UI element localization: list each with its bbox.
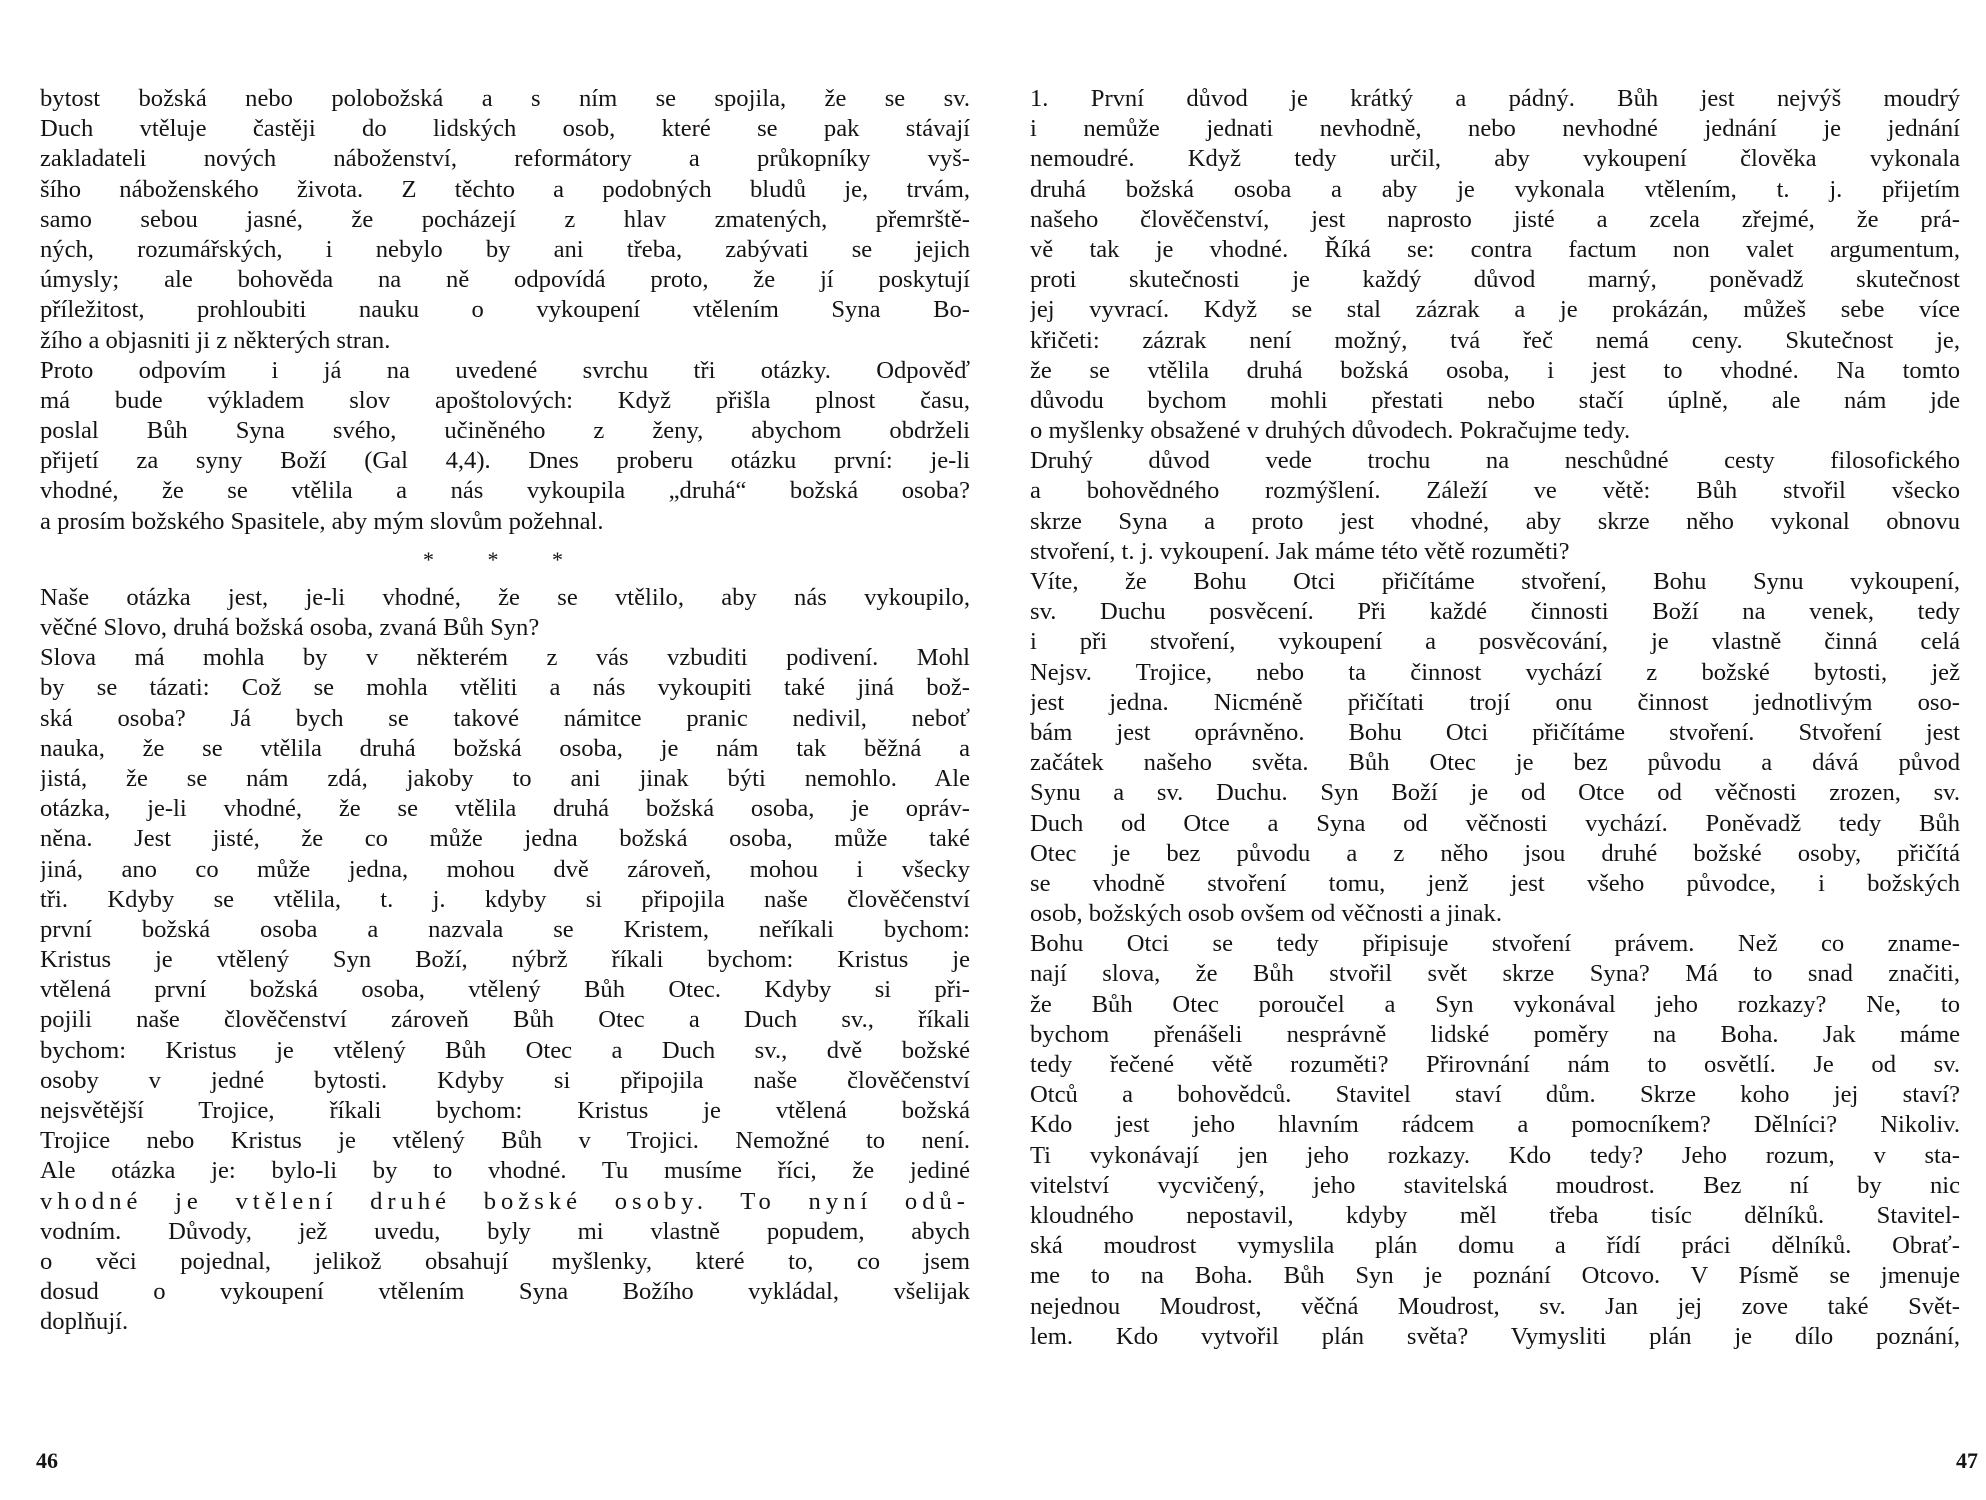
section-separator: * * * [423, 546, 587, 572]
text-line: samo sebou jasné, že pocházejí z hlav zmatených, přemrště- [40, 205, 970, 233]
text-line: by se tázati: Což se mohla vtěliti a nás vykoupiti také jiná bož- [40, 674, 970, 702]
text-line: jej vyvrací. Když se stal zázrak a je prokázán, můžeš sebe více [1030, 296, 1960, 324]
text-line: Otec je bez původu a z něho jsou druhé božské osoby, přičítá [1030, 839, 1960, 867]
page-number: 47 [1956, 1448, 1978, 1473]
text-line: bytost božská nebo polobožská a s ním se spojila, že se sv. [40, 85, 970, 112]
text-line: a bohovědného rozmýšlení. Záleží ve větě: Bůh stvořil všecko [1030, 477, 1960, 505]
text-line: Druhý důvod vede trochu na neschůdné cesty filosofického [1030, 447, 1960, 475]
text-line: osoby v jedné bytosti. Kdyby si připojila naše člověčenství [40, 1066, 970, 1094]
text-line: 1. První důvod je krátký a pádný. Bůh jest nejvýš moudrý [1030, 85, 1960, 112]
text-line: vě tak je vhodné. Říká se: contra factum non valet argumentum, [1030, 235, 1960, 263]
left-page [36, 0, 970, 1500]
text-line: vodním. Důvody, jež uvedu, byly mi vlastně popudem, abych [40, 1217, 970, 1245]
text-line: začátek našeho světa. Bůh Otec je bez původu a dává původ [1030, 749, 1960, 777]
text-line: druhá božská osoba a aby je vykonala vtělením, t. j. přijetím [1030, 175, 1960, 203]
text-line: šího náboženského života. Z těchto a podobných bludů je, trvám, [40, 175, 970, 203]
text-line: Kdo jest jeho hlavním rádcem a pomocníkem? Dělníci? Nikoliv. [1030, 1111, 1960, 1139]
text-line: proti skutečnosti je každý důvod marný, poněvadž skutečnost [1030, 266, 1960, 294]
text-line: Ti vykonávají jen jeho rozkazy. Kdo tedy? Jeho rozum, v sta- [1030, 1141, 1960, 1169]
text-line: Nejsv. Trojice, nebo ta činnost vychází z božské bytosti, jež [1030, 658, 1960, 686]
text-line: sv. Duchu posvěcení. Při každé činnosti Boží na venek, tedy [1030, 598, 1960, 626]
text-line: nemoudré. Když tedy určil, aby vykoupení člověka vykonala [1030, 145, 1960, 173]
text-line: nauka, že se vtělila druhá božská osoba, je nám tak běžná a [40, 734, 970, 762]
text-line: ská osoba? Já bych se takové námitce pranic nedivil, neboť [40, 704, 970, 732]
text-line: osob, božských osob ovšem od věčnosti a jinak. [1030, 900, 1503, 928]
text-line: vhodné je vtělení druhé božské osoby. To nyní odů- [40, 1187, 970, 1215]
text-line: doplňují. [40, 1308, 129, 1336]
text-line: vitelství vycvičený, jeho stavitelská moudrost. Bez ní by nic [1030, 1171, 1960, 1199]
text-line: nají slova, že Bůh stvořil svět skrze Syna? Má to snad značiti, [1030, 960, 1960, 988]
text-line: Víte, že Bohu Otci přičítáme stvoření, Bohu Synu vykoupení, [1030, 568, 1960, 595]
text-line: nejsvětější Trojice, říkali bychom: Kristus je vtělená božská [40, 1097, 970, 1124]
text-line: přijetí za syny Boží (Gal 4,4). Dnes proberu otázku první: je-li [40, 447, 970, 475]
text-line: o věci pojednal, jelikož obsahují myšlenky, které to, co jsem [40, 1247, 970, 1275]
text-line: našeho člověčenství, jest naprosto jisté a zcela zřejmé, že prá- [1030, 205, 1960, 233]
text-line: Naše otázka jest, je-li vhodné, že se vtělilo, aby nás vykoupilo, [40, 583, 970, 611]
text-line: důvodu bychom mohli přestati nebo stačí úplně, ale nám jde [1030, 386, 1960, 414]
text-line: jest jedna. Nicméně přičítati trojí onu činnost jednotlivým oso- [1030, 688, 1960, 716]
text-line: tedy řečené větě rozuměti? Přirovnání nám to osvětlí. Je od sv. [1030, 1051, 1960, 1078]
text-line: ných, rozumářských, i nebylo by ani třeba, zabývati se jejich [40, 235, 970, 263]
text-line: že se vtělila druhá božská osoba, i jest to vhodné. Na tomto [1030, 356, 1960, 384]
text-line: bychom přenášeli nesprávně lidské poměry na Boha. Jak máme [1030, 1020, 1960, 1048]
text-line: první božská osoba a nazvala se Kristem, neříkali bychom: [40, 915, 970, 943]
text-line: jiná, ano co může jedna, mohou dvě zároveň, mohou i všecky [40, 855, 970, 883]
text-line: tři. Kdyby se vtělila, t. j. kdyby si připojila naše člověčenství [40, 885, 970, 913]
text-line: bám jest oprávněno. Bohu Otci přičítáme stvoření. Stvoření jest [1030, 718, 1960, 746]
left-page-text [40, 84, 970, 1338]
text-line: Bohu Otci se tedy připisuje stvoření právem. Než co zname- [1030, 930, 1960, 958]
text-line: vtělená první božská osoba, vtělený Bůh Otec. Kdyby si při- [40, 976, 970, 1004]
text-line: má bude výkladem slov apoštolových: Když přišla plnost času, [40, 386, 970, 414]
text-line: a prosím božského Spasitele, aby mým slovům požehnal. [40, 507, 604, 535]
text-line: dosud o vykoupení vtělením Syna Božího vykládal, všelijak [40, 1278, 970, 1306]
text-line: křičeti: zázrak není možný, tvá řeč nemá ceny. Skutečnost je, [1030, 326, 1960, 354]
text-line: me to na Boha. Bůh Syn je poznání Otcovo. V Písmě se jmenuje [1030, 1262, 1960, 1290]
text-line: lem. Kdo vytvořil plán světa? Vymysliti plán je dílo poznání, [1030, 1322, 1960, 1350]
text-line: i nemůže jednati nevhodně, nebo nevhodné jednání je jednání [1030, 115, 1960, 143]
text-line: vhodné, že se vtělila a nás vykoupila „druhá“ božská osoba? [40, 477, 970, 505]
text-line: Duch od Otce a Syna od věčnosti vychází. Poněvadž tedy Bůh [1030, 809, 1960, 837]
text-line: kloudného nepostavil, kdyby měl třeba tisíc dělníků. Stavitel- [1030, 1201, 1960, 1229]
text-line: příležitost, prohloubiti nauku o vykoupení vtělením Syna Bo- [40, 296, 970, 324]
text-line: Slova má mohla by v některém z vás vzbuditi podivení. Mohl [40, 644, 970, 672]
text-line: Kristus je vtělený Syn Boží, nýbrž říkali bychom: Kristus je [40, 946, 970, 974]
text-line: skrze Syna a proto jest vhodné, aby skrze něho vykonal obnovu [1030, 507, 1960, 535]
text-line: Synu a sv. Duchu. Syn Boží je od Otce od věčnosti zrozen, sv. [1030, 779, 1960, 807]
text-line: ská moudrost vymyslila plán domu a řídí práci dělníků. Obrať- [1030, 1232, 1960, 1260]
text-line: Duch vtěluje častěji do lidských osob, které se pak stávají [40, 115, 970, 143]
text-line: úmysly; ale bohověda na ně odpovídá proto, že jí poskytují [40, 266, 970, 294]
text-line: i při stvoření, vykoupení a posvěcování, je vlastně činná celá [1030, 628, 1960, 656]
text-line: Otců a bohovědců. Stavitel staví dům. Skrze koho jej staví? [1030, 1081, 1960, 1109]
text-line: pojili naše člověčenství zároveň Bůh Otec a Duch sv., říkali [40, 1006, 970, 1034]
text-line: Trojice nebo Kristus je vtělený Bůh v Trojici. Nemožné to není. [40, 1127, 970, 1155]
text-line: žího a objasniti ji z některých stran. [40, 326, 391, 354]
right-page [1030, 0, 1978, 1500]
text-line: o myšlenky obsažené v druhých důvodech. Pokračujme tedy. [1030, 417, 1631, 445]
text-line: nejednou Moudrost, věčná Moudrost, sv. Jan jej zove také Svět- [1030, 1292, 1960, 1320]
text-line: Ale otázka je: bylo-li by to vhodné. Tu musíme říci, že jediné [40, 1157, 970, 1185]
text-line: se vhodně stvoření tomu, jenž jest všeho původce, i božských [1030, 869, 1960, 897]
text-line: že Bůh Otec poroučel a Syn vykonával jeho rozkazy? Ne, to [1030, 990, 1960, 1018]
text-line: zakladateli nových náboženství, reformátory a průkopníky vyš- [40, 145, 970, 173]
text-line: něna. Jest jisté, že co může jedna božská osoba, může také [40, 825, 970, 853]
text-line: stvoření, t. j. vykoupení. Jak máme této větě rozuměti? [1030, 537, 1570, 565]
text-line: jistá, že se nám zdá, jakoby to ani jinak býti nemohlo. Ale [40, 764, 970, 792]
text-line: věčné Slovo, druhá božská osoba, zvaná Bůh Syn? [40, 614, 540, 641]
text-line: otázka, je-li vhodné, že se vtělila druhá božská osoba, je opráv- [40, 795, 970, 823]
right-page-text [1030, 84, 1960, 1352]
text-line: Proto odpovím i já na uvedené svrchu tři otázky. Odpověď [40, 356, 970, 384]
page-number: 46 [36, 1448, 58, 1473]
text-line: bychom: Kristus je vtělený Bůh Otec a Duch sv., dvě božské [40, 1036, 970, 1064]
text-line: poslal Bůh Syna svého, učiněného z ženy, abychom obdrželi [40, 417, 970, 445]
